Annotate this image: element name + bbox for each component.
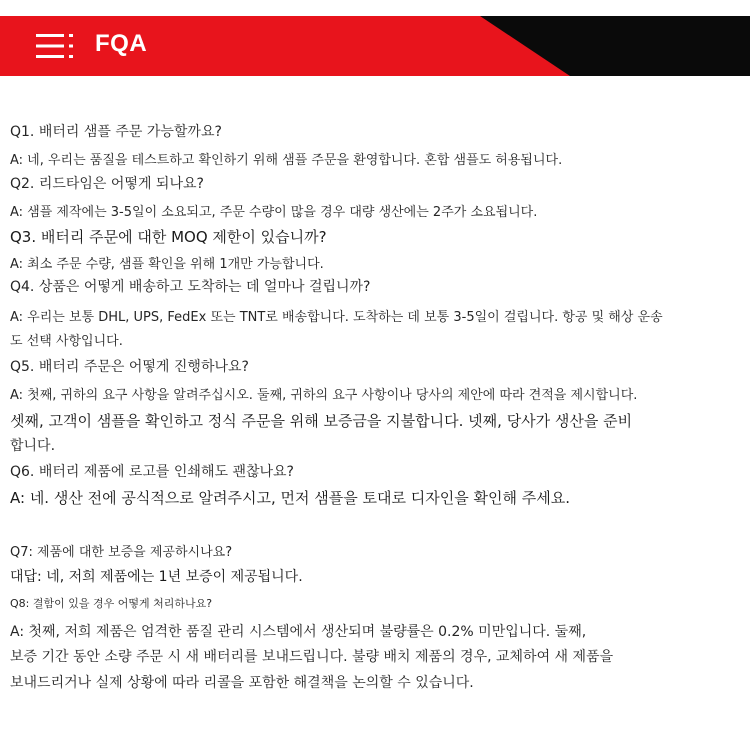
faq-answer-1-line-1: A: 네, 우리는 품질을 테스트하고 확인하기 위해 샘플 주문을 환영합니다. 혼합 샘플도 허용됩니다. bbox=[10, 153, 563, 168]
faq-question-7: Q7: 제품에 대한 보증을 제공하시나요? bbox=[10, 545, 233, 560]
faq-answer-4-line-1: A: 우리는 보통 DHL, UPS, FedEx 또는 TNT로 배송합니다. 도착하는 데 보통 3-5일이 걸립니다. 항공 및 해상 운송 bbox=[10, 310, 663, 325]
faq-answer-8-line-2: 보증 기간 동안 소량 주문 시 새 배터리를 보내드립니다. 불량 배치 제품의 경우, 교체하여 새 제품을 bbox=[10, 649, 614, 665]
page-title: FQA bbox=[95, 30, 148, 57]
faq-question-8: Q8: 결함이 있을 경우 어떻게 처리하나요? bbox=[10, 597, 213, 610]
faq-answer-5-line-3: 합니다. bbox=[10, 438, 56, 454]
faq-answer-5-line-1: A: 첫째, 귀하의 요구 사항을 알려주십시오. 둘째, 귀하의 요구 사항이나 당사의 제안에 따라 견적을 제시합니다. bbox=[10, 388, 638, 403]
faq-question-1: Q1. 배터리 샘플 주문 가능할까요? bbox=[10, 124, 222, 140]
faq-question-3: Q3. 배터리 주문에 대한 MOQ 제한이 있습니까? bbox=[10, 228, 327, 246]
header-banner bbox=[0, 16, 750, 76]
faq-question-5: Q5. 배터리 주문은 어떻게 진행하나요? bbox=[10, 359, 249, 375]
faq-answer-4-line-2: 도 선택 사항입니다. bbox=[10, 334, 123, 349]
faq-answer-6-line-1: A: 네. 생산 전에 공식적으로 알려주시고, 먼저 샘플을 토대로 디자인을 확인해 주세요. bbox=[10, 489, 570, 507]
faq-answer-5-line-2: 셋째, 고객이 샘플을 확인하고 정식 주문을 위해 보증금을 지불합니다. 넷째, 당사가 생산을 준비 bbox=[10, 412, 633, 430]
faq-question-4: Q4. 상품은 어떻게 배송하고 도착하는 데 얼마나 걸립니까? bbox=[10, 279, 371, 295]
faq-answer-3-line-1: A: 최소 주문 수량, 샘플 확인을 위해 1개만 가능합니다. bbox=[10, 257, 324, 272]
faq-answer-8-line-3: 보내드리거나 실제 상황에 따라 리콜을 포함한 해결책을 논의할 수 있습니다. bbox=[10, 675, 474, 691]
faq-answer-8-line-1: A: 첫째, 저희 제품은 엄격한 품질 관리 시스템에서 생산되며 불량률은 0.2% 미만입니다. 둘째, bbox=[10, 624, 587, 640]
faq-answer-7-line-1: 대답: 네, 저희 제품에는 1년 보증이 제공됩니다. bbox=[10, 569, 303, 585]
menu-icon[interactable] bbox=[36, 33, 78, 59]
banner-black-accent bbox=[480, 16, 750, 76]
faq-answer-2-line-1: A: 샘플 제작에는 3-5일이 소요되고, 주문 수량이 많을 경우 대량 생산에는 2주가 소요됩니다. bbox=[10, 205, 538, 220]
faq-question-2: Q2. 리드타임은 어떻게 되나요? bbox=[10, 176, 204, 192]
faq-question-6: Q6. 배터리 제품에 로고를 인쇄해도 괜찮나요? bbox=[10, 464, 294, 480]
